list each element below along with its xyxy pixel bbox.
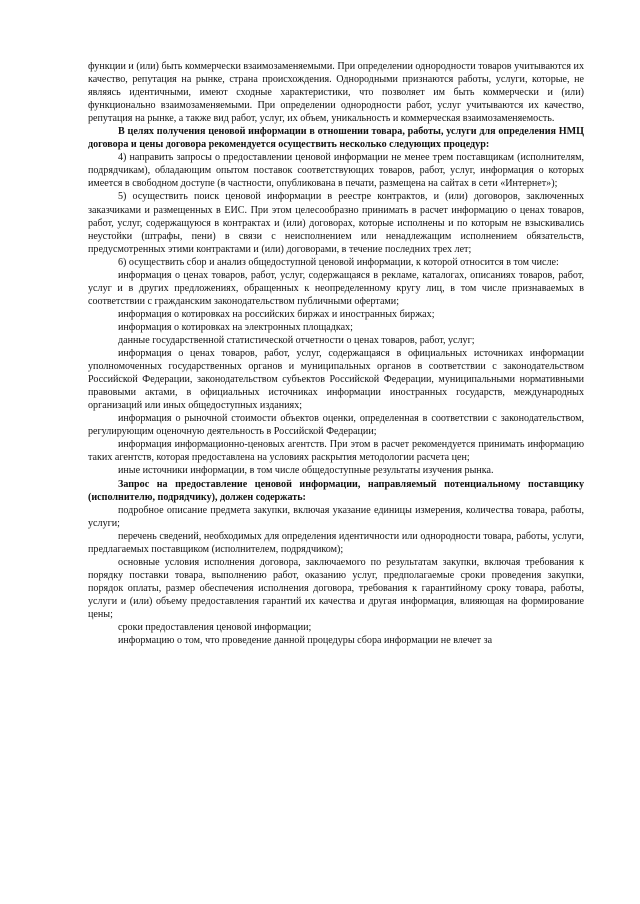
paragraph-exchange-quotes: информация о котировках на российских биржах и иностранных биржах;: [118, 308, 435, 320]
paragraph-electronic-platforms: информация о котировках на электронных площадках;: [118, 321, 353, 333]
paragraph-item-6-public-info: 6) осуществить сбор и анализ общедоступной ценовой информации, к которой относится в том числе:: [118, 256, 559, 268]
paragraph-homogeneity-definition: функции и (или) быть коммерчески взаимозаменяемыми. При определении однородности товаров учитываются их качество, репутация на рынке, страна происхождения. Однородными признаются работы, услуги, которые, не являясь идентичными, имеют сходные характеристики, что позволяет им быть коммерчески и (или) функционально взаимозаменяемыми. При определении однородности работ, услуг учитываются их качество, репутация на рынке, а также вид работ, услуг, их объем, уникальность и коммерческая взаимозаменяемость.: [88, 61, 584, 125]
document-page: [88, 60, 584, 647]
paragraph-item-4-requests: 4) направить запросы о предоставлении ценовой информации не менее трем поставщикам (исполнителям, подрядчикам), обладающим опытом поставок соответствующих товаров, работ, услуг, информация о которых имеется в свободном доступе (в частности, опубликована в печати, размещена на сайтах в сети «Интернет»);: [88, 152, 584, 190]
paragraph-advertising-prices: информация о ценах товаров, работ, услуг, содержащаяся в рекламе, каталогах, описаниях товаров, работ, услуг и в других предложениях, обращенных к неопределенному кругу лиц, в том числе признаваемых в соответствии с гражданским законодательством публичными офертами;: [88, 269, 584, 307]
paragraph-identity-list: перечень сведений, необходимых для определения идентичности или однородности товара, работы, услуги, предлагаемых поставщиком (исполнителем, подрядчиком);: [88, 530, 584, 555]
paragraph-subject-description: подробное описание предмета закупки, включая указание единицы измерения, количества товара, работы, услуги;: [88, 504, 584, 529]
paragraph-procedure-notice: информацию о том, что проведение данной процедуры сбора информации не влечет за: [118, 635, 493, 647]
paragraph-other-sources: иные источники информации, в том числе общедоступные результаты изучения рынка.: [118, 465, 494, 477]
paragraph-official-sources: информация о ценах товаров, работ, услуг, содержащаяся в официальных источниках информации уполномоченных государственных органов и муниципальных органов в соответствии с законодательством Российской Федерации, законодательством субъектов Российской Федерации, муниципальными нормативными правовыми актами, в официальных источниках информации иностранных государств, международных организаций или иных общедоступных изданиях;: [88, 348, 584, 412]
paragraph-procedures-heading: В целях получения ценовой информации в отношении товара, работы, услуги для определения НМЦ договора и цены договора рекомендуется осуществить несколько следующих процедур:: [88, 126, 584, 151]
paragraph-state-statistics: данные государственной статистической отчетности о ценах товаров, работ, услуг;: [118, 334, 475, 346]
paragraph-contract-conditions: основные условия исполнения договора, заключаемого по результатам закупки, включая требования к порядку поставки товара, выполнению работ, оказанию услуг, предполагаемые сроки проведения закупки, порядок оплаты, размер обеспечения исполнения договора, требования к гарантийному сроку товара, работы, услуги и (или) объему предоставления гарантий их качества и другая информация, влияющая на формирование цены;: [88, 556, 584, 620]
paragraph-price-agencies: информация информационно-ценовых агентств. При этом в расчет рекомендуется принимать информацию таких агентств, которая предоставлена на условиях раскрытия методологии расчета цен;: [88, 439, 584, 464]
paragraph-request-heading: Запрос на предоставление ценовой информации, направляемый потенциальному поставщику (исполнителю, подрядчику), должен содержать:: [88, 478, 584, 503]
paragraph-deadlines: сроки предоставления ценовой информации;: [118, 622, 312, 634]
paragraph-market-valuation: информация о рыночной стоимости объектов оценки, определенная в соответствии с законодательством, регулирующим оценочную деятельность в Российской Федерации;: [88, 413, 584, 438]
paragraph-item-5-registry-search: 5) осуществить поиск ценовой информации в реестре контрактов, и (или) договоров, заключенных заказчиками и размещенных в ЕИС. При этом целесообразно принимать в расчет информацию о ценах товаров, работ, услуг, содержащуюся в контрактах и (или) договорах, которые исполнены и по которым не взыскивались неустойки (штрафы, пени) в связи с неисполнением или ненадлежащим исполнением обязательств, предусмотренных этими контрактами и (или) договорами, в течение последних трех лет;: [88, 191, 584, 255]
